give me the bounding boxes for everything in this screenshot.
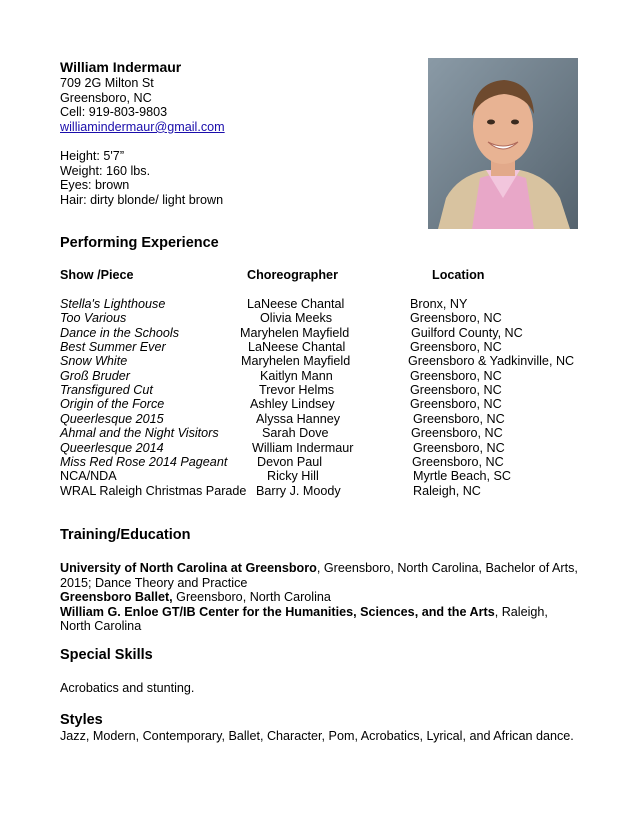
styles-text: Jazz, Modern, Contemporary, Ballet, Character, Pom, Acrobatics, Lyrical, and African dance. (60, 729, 574, 743)
show-title: Stella's Lighthouse (60, 297, 166, 311)
location: Greensboro, NC (410, 397, 502, 412)
show-title: Transfigured Cut (60, 383, 153, 398)
performing-row (0, 326, 638, 340)
cell-phone: Cell: 919-803-9803 (60, 105, 168, 120)
performing-row (0, 297, 638, 311)
school-name: William G. Enloe GT/IB Center for the Humanities, Sciences, and the Arts (60, 604, 495, 619)
email-link[interactable]: williamindermaur@gmail.com (60, 119, 225, 134)
choreographer: Ricky Hill (267, 469, 319, 484)
school-name: University of North Carolina at Greensboro (60, 561, 317, 575)
location: Greensboro, NC (410, 311, 502, 326)
training-entry (60, 561, 580, 590)
show-title: Groß Bruder (60, 368, 130, 383)
styles-heading: Styles (60, 712, 103, 728)
location: Greensboro, NC (412, 454, 504, 469)
eyes-line: Eyes: brown (60, 178, 130, 193)
performing-row (0, 397, 638, 411)
performing-row (0, 369, 638, 383)
school-details: , Raleigh, North Carolina (60, 604, 548, 634)
show-title: Miss Red Rose 2014 Pageant (60, 454, 228, 469)
location: Greensboro & Yadkinville, NC (408, 354, 575, 369)
choreographer: Maryhelen Mayfield (240, 325, 350, 340)
choreographer: Sarah Dove (262, 426, 329, 441)
location: Bronx, NY (410, 297, 468, 311)
resume-name: William Indermaur (60, 59, 182, 75)
choreographer: Ashley Lindsey (250, 397, 335, 412)
performing-row (0, 484, 638, 498)
show-title: Queerlesque 2015 (60, 411, 164, 426)
show-title: Queerlesque 2014 (60, 440, 164, 455)
performing-row (0, 426, 638, 440)
choreographer: Olivia Meeks (260, 311, 333, 326)
weight-line: Weight: 160 lbs. (60, 163, 151, 178)
show-title: Best Summer Ever (60, 340, 166, 355)
choreographer: LaNeese Chantal (248, 340, 346, 355)
choreographer: William Indermaur (252, 440, 354, 455)
show-title: Dance in the Schools (60, 325, 180, 340)
show-title: Ahmal and the Night Visitors (60, 426, 219, 441)
headshot-illustration (428, 58, 578, 229)
location: Greensboro, NC (411, 426, 503, 441)
col-choreographer-header: Choreographer (247, 268, 338, 282)
address-line-1: 709 2G Milton St (60, 76, 154, 90)
location: Guilford County, NC (411, 325, 523, 340)
special-skills-heading: Special Skills (60, 647, 153, 663)
location: Greensboro, NC (410, 383, 502, 398)
show-title: WRAL Raleigh Christmas Parade (60, 483, 247, 498)
location: Greensboro, NC (410, 340, 502, 355)
performing-row (0, 354, 638, 368)
choreographer: Trevor Helms (259, 383, 335, 398)
training-list (60, 561, 580, 634)
location: Greensboro, NC (413, 440, 505, 455)
location: Greensboro, NC (410, 368, 502, 383)
location: Greensboro, NC (413, 411, 505, 426)
performing-row (0, 311, 638, 325)
performing-row (0, 441, 638, 455)
performing-row (0, 383, 638, 397)
performing-row (0, 455, 638, 469)
address-line-2: Greensboro, NC (60, 90, 152, 105)
col-location-header: Location (432, 268, 485, 282)
location: Raleigh, NC (413, 483, 481, 498)
hair-line: Hair: dirty blonde/ light brown (60, 192, 224, 207)
headshot-photo (428, 58, 578, 229)
col-show-header: Show /Piece (60, 268, 134, 282)
show-title: Snow White (60, 354, 128, 369)
special-skills-text: Acrobatics and stunting. (60, 681, 195, 695)
choreographer: Kaitlyn Mann (260, 368, 333, 383)
show-title: NCA/NDA (60, 469, 117, 484)
performing-row (0, 340, 638, 354)
location: Myrtle Beach, SC (413, 469, 511, 484)
choreographer: Alyssa Hanney (256, 411, 340, 426)
training-entry (60, 590, 580, 605)
spacer (60, 134, 225, 149)
contact-block (60, 76, 225, 207)
school-details: Greensboro, North Carolina (172, 590, 331, 605)
performing-row (0, 412, 638, 426)
school-name: Greensboro Ballet, (60, 590, 173, 605)
show-title: Origin of the Force (60, 397, 165, 412)
show-title: Too Various (60, 311, 127, 326)
performing-row (0, 469, 638, 483)
school-details: , Greensboro, North Carolina, Bachelor of Arts, 2015; Dance Theory and Practice (60, 561, 578, 590)
performing-experience-heading: Performing Experience (60, 235, 219, 251)
training-education-heading: Training/Education (60, 527, 191, 543)
choreographer: Maryhelen Mayfield (241, 354, 351, 369)
choreographer: Barry J. Moody (256, 483, 341, 498)
choreographer: Devon Paul (257, 454, 323, 469)
height-line: Height: 5'7” (60, 148, 125, 163)
choreographer: LaNeese Chantal (247, 297, 345, 311)
training-entry (60, 605, 580, 634)
